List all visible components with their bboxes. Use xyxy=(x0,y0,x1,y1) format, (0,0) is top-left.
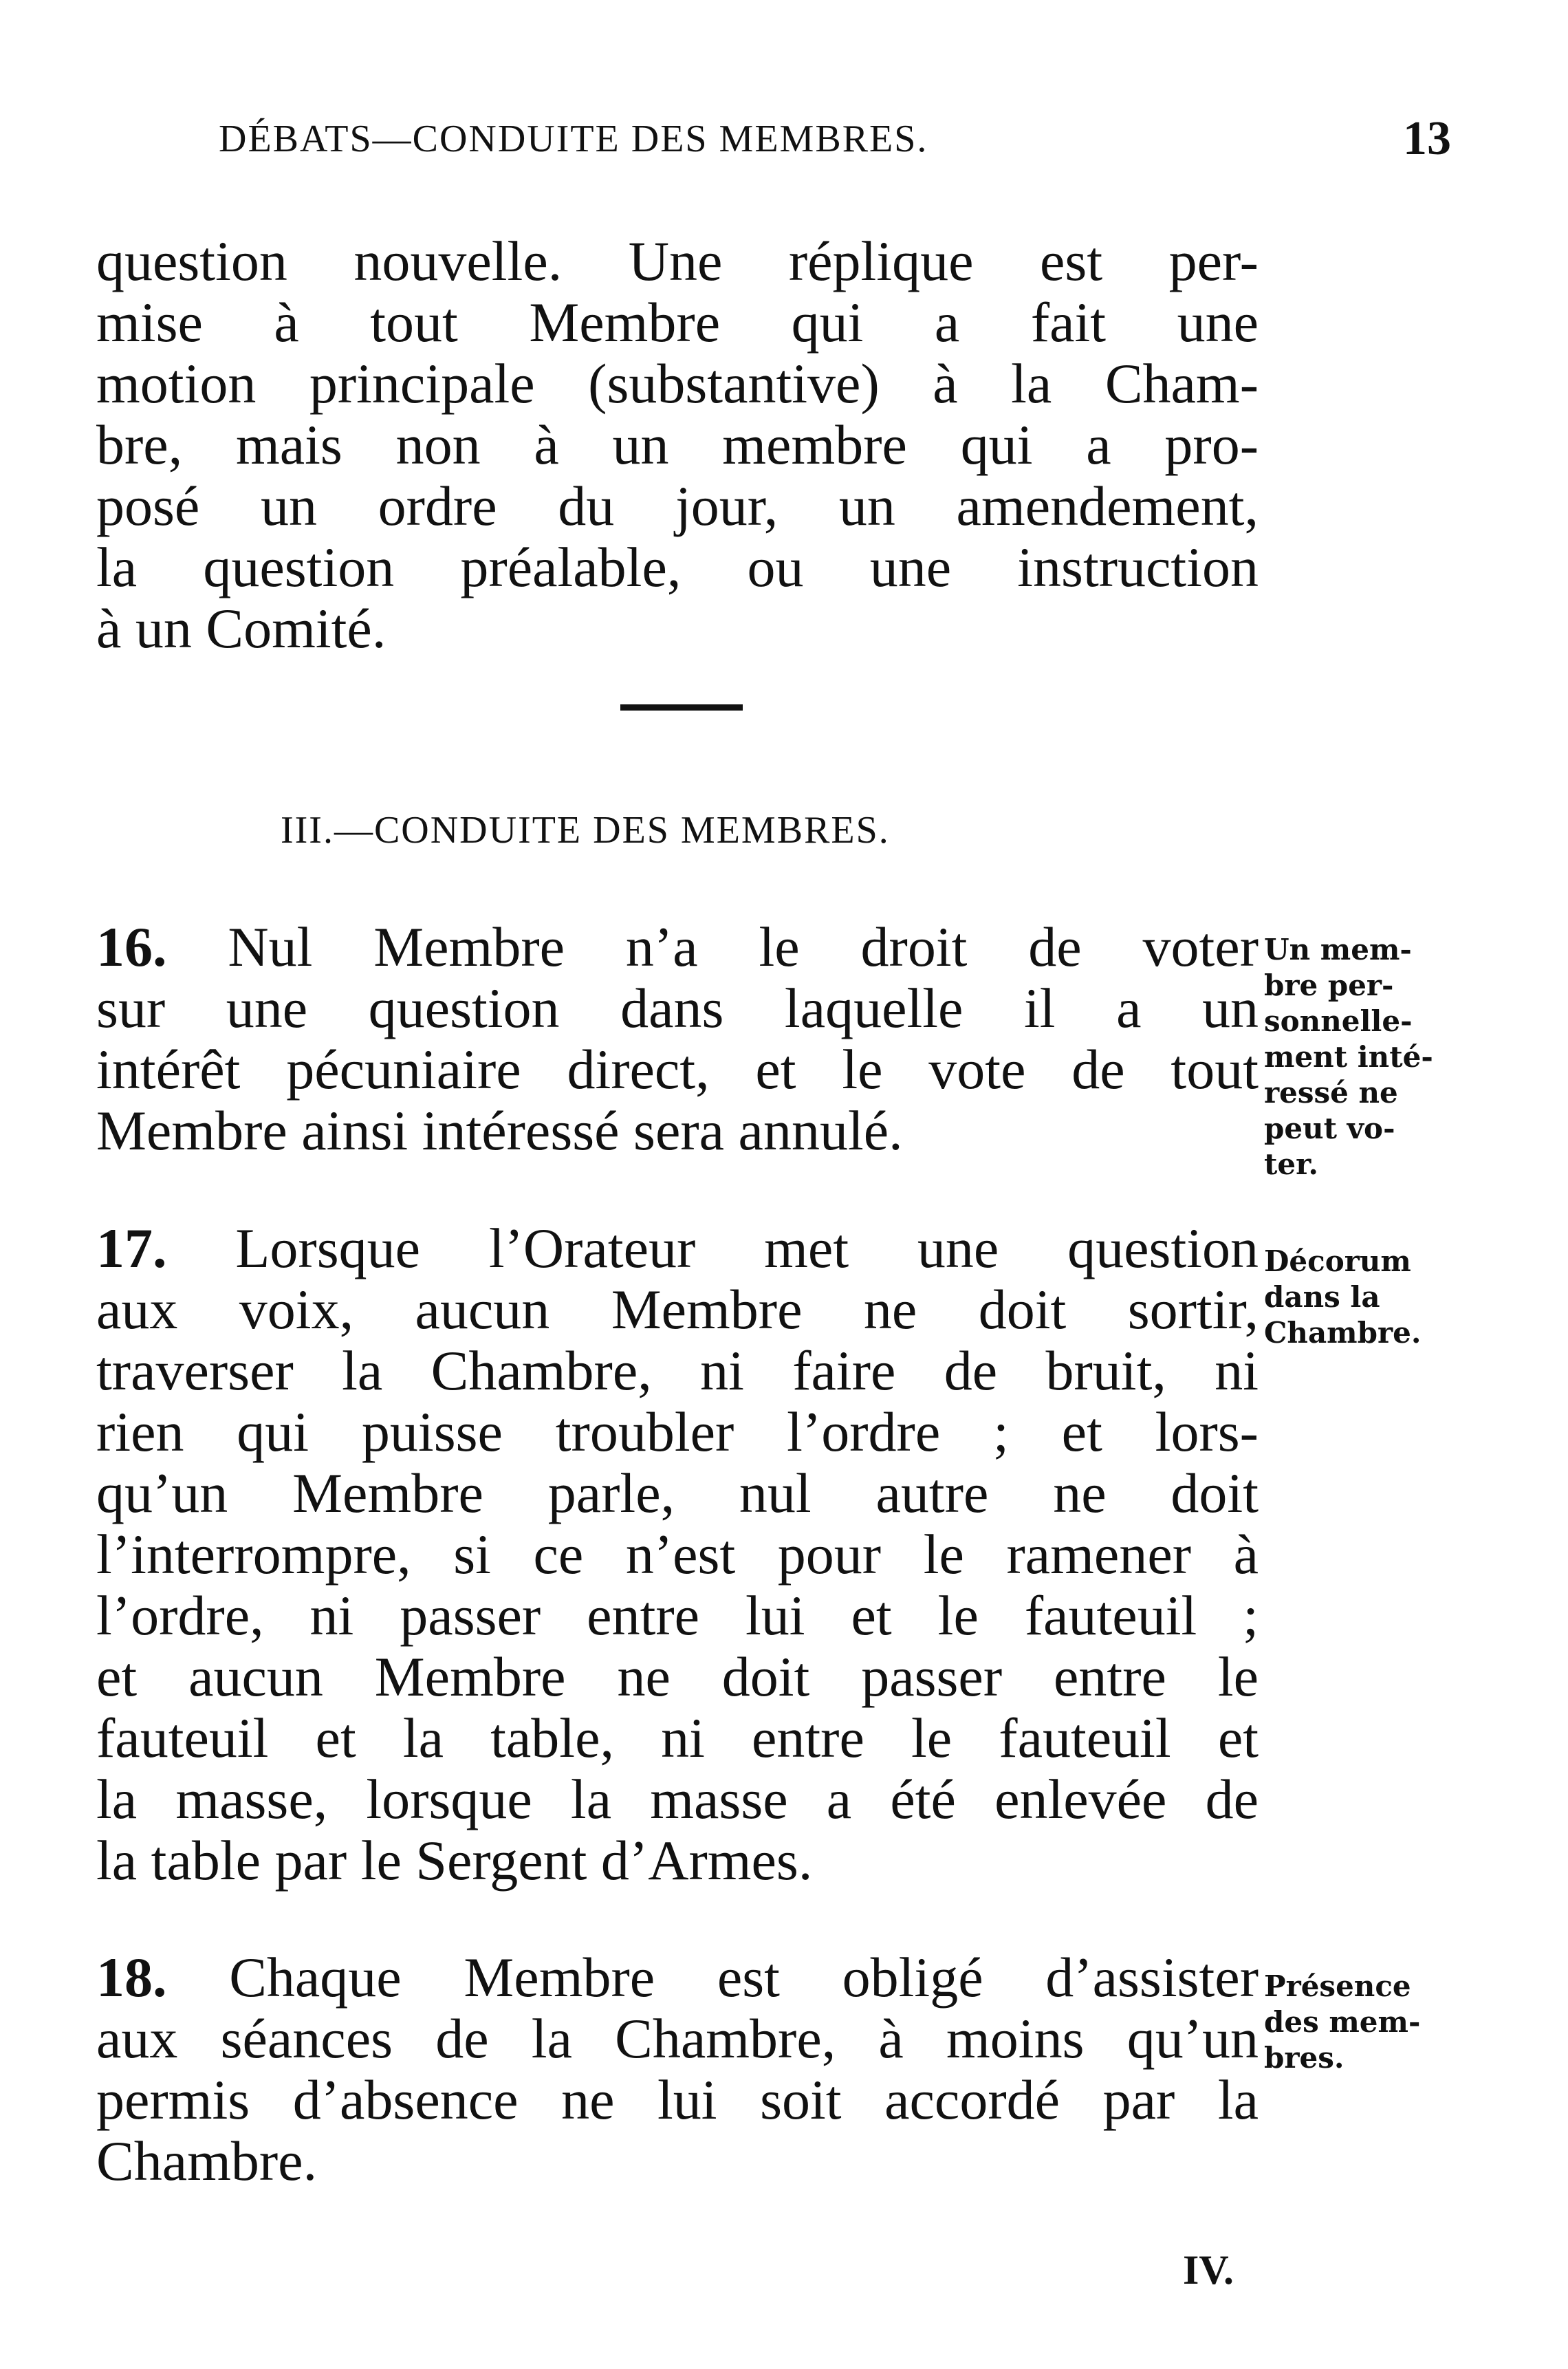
catchword: IV. xyxy=(1183,2247,1234,2293)
side-note-line: Présence xyxy=(1264,1969,1411,2003)
text-line-content: Chaque Membre est obligé d’assister xyxy=(229,1946,1259,2009)
text-line: aux séances de la Chambre, à moins qu’un xyxy=(96,2007,1259,2070)
side-note-line: ressé ne xyxy=(1264,1076,1398,1110)
side-note-17 xyxy=(1264,1244,1470,1351)
text-line: permis d’absence ne lui soit accordé par la xyxy=(96,2068,1259,2131)
text-line: la table par le Sergent d’Armes. xyxy=(96,1829,813,1892)
side-note-16 xyxy=(1264,932,1470,1182)
text-line: l’ordre, ni passer entre lui et le fauteuil ; xyxy=(96,1584,1259,1647)
intro-paragraph xyxy=(96,230,1259,659)
text-line: la question préalable, ou une instruction xyxy=(96,536,1259,598)
text-line: aux voix, aucun Membre ne doit sortir, xyxy=(96,1278,1259,1341)
side-note-line: des mem- xyxy=(1264,2005,1421,2039)
page-number: 13 xyxy=(1403,112,1451,165)
side-note-line: dans la xyxy=(1264,1280,1380,1314)
text-line: Membre ainsi intéressé sera annulé. xyxy=(96,1099,903,1162)
side-note-line: bre per- xyxy=(1264,969,1394,1002)
paragraph-number: 18. xyxy=(96,1946,167,2009)
text-line: intérêt pécuniaire direct, et le vote de tout xyxy=(96,1038,1259,1101)
paragraph-18 xyxy=(96,1947,1259,2192)
text-line: l’interrompre, si ce n’est pour le ramener à xyxy=(96,1523,1259,1586)
text-line: mise à tout Membre qui a fait une xyxy=(96,291,1259,354)
paragraph-16 xyxy=(96,916,1259,1161)
text-line: la masse, lorsque la masse a été enlevée de xyxy=(96,1768,1259,1830)
text-line xyxy=(96,916,1259,977)
side-note-line: ment inté- xyxy=(1264,1040,1433,1074)
side-note-line: Décorum xyxy=(1264,1244,1411,1278)
text-line: bre, mais non à un membre qui a pro- xyxy=(96,413,1259,476)
side-note-line: Chambre. xyxy=(1264,1316,1422,1350)
side-note-line: Un mem- xyxy=(1264,933,1412,966)
text-line: question nouvelle. Une réplique est per- xyxy=(96,230,1259,292)
section-divider xyxy=(620,704,743,711)
section-heading: III.—CONDUITE DES MEMBRES. xyxy=(281,809,890,852)
side-note-line: bres. xyxy=(1264,2041,1344,2075)
paragraph-number: 17. xyxy=(96,1217,167,1279)
side-note-18 xyxy=(1264,1969,1470,2076)
text-line: motion principale (substantive) à la Cham- xyxy=(96,352,1259,415)
text-line: posé un ordre du jour, un amendement, xyxy=(96,475,1259,537)
text-line-content: Nul Membre n’a le droit de voter xyxy=(228,916,1259,978)
side-note-line: peut vo- xyxy=(1264,1112,1395,1145)
text-line: qu’un Membre parle, nul autre ne doit xyxy=(96,1462,1259,1524)
text-line: traverser la Chambre, ni faire de bruit, ni xyxy=(96,1339,1259,1402)
text-line xyxy=(96,1947,1259,2008)
paragraph-17 xyxy=(96,1218,1259,1891)
side-note-line: sonnelle- xyxy=(1264,1004,1413,1038)
text-line-content: Lorsque l’Orateur met une question xyxy=(235,1217,1259,1279)
text-line: sur une question dans laquelle il a un xyxy=(96,977,1259,1039)
text-line: et aucun Membre ne doit passer entre le xyxy=(96,1645,1259,1708)
text-line: Chambre. xyxy=(96,2130,318,2192)
text-line: à un Comité. xyxy=(96,597,386,660)
side-note-line: ter. xyxy=(1264,1147,1319,1181)
text-line xyxy=(96,1218,1259,1279)
text-line: rien qui puisse troubler l’ordre ; et lors- xyxy=(96,1400,1259,1463)
running-title: DÉBATS—CONDUITE DES MEMBRES. xyxy=(219,118,928,160)
paragraph-number: 16. xyxy=(96,916,167,978)
text-line: fauteuil et la table, ni entre le fauteuil et xyxy=(96,1707,1259,1769)
